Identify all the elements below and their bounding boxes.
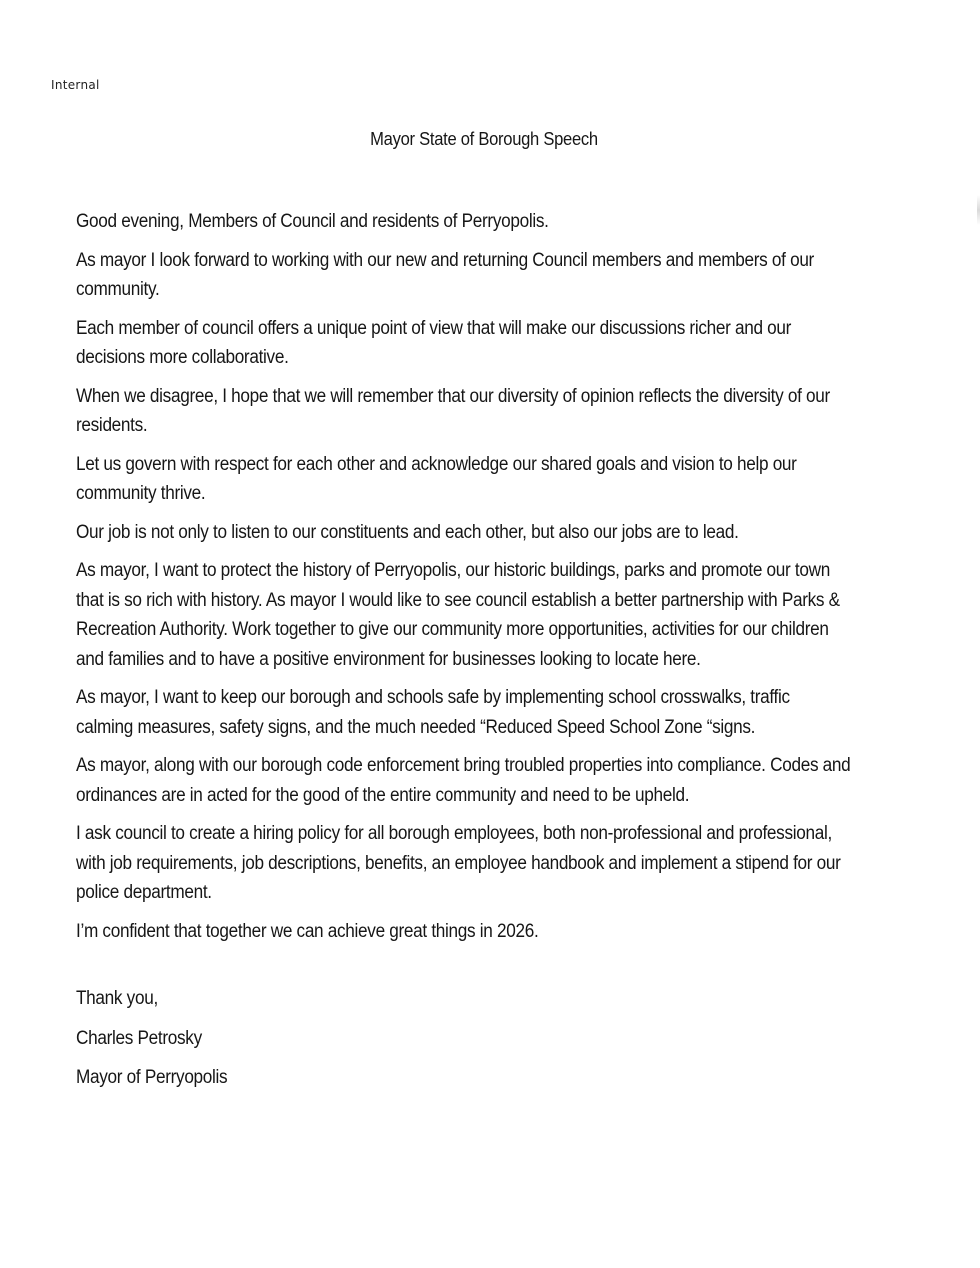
paragraph-line: Recreation Authority. Work together to give our community more opportunities, activities for our children <box>76 619 829 640</box>
paragraph-line: As mayor, along with our borough code enforcement bring troubled properties into compliance. Codes and <box>76 755 851 776</box>
paragraph-line: Let us govern with respect for each other and acknowledge our shared goals and vision to help our <box>76 453 797 475</box>
paragraph-line: residents. <box>76 415 148 436</box>
speech-paragraph <box>76 751 872 810</box>
paragraph-line: I’m confident that together we can achieve great things in 2026. <box>76 920 539 942</box>
signatory-name: Charles Petrosky <box>76 1027 202 1049</box>
speech-paragraph <box>76 450 872 509</box>
paragraph-line: I ask council to create a hiring policy for all borough employees, both non-professional and professional, <box>76 823 832 844</box>
speech-paragraph <box>76 683 872 742</box>
speech-paragraph <box>76 819 872 908</box>
paragraph-line: Good evening, Members of Council and residents of Perryopolis. <box>76 211 549 232</box>
speech-paragraph <box>76 382 872 441</box>
speech-paragraph <box>76 314 872 373</box>
speech-paragraph <box>76 917 872 947</box>
paragraph-line: and families and to have a positive environment for businesses looking to locate here. <box>76 648 701 670</box>
speech-paragraph <box>76 518 872 548</box>
paragraph-line: that is so rich with history. As mayor I would like to see council establish a better partnership with Parks & <box>76 589 840 611</box>
paragraph-line: calming measures, safety signs, and the much needed “Reduced Speed School Zone “signs. <box>76 716 756 738</box>
paragraph-line: decisions more collaborative. <box>76 347 289 368</box>
closing-salutation: Thank you, <box>76 988 158 1009</box>
paragraph-line: As mayor, I want to keep our borough and schools safe by implementing school crosswalks, traffic <box>76 687 790 708</box>
paragraph-line: community. <box>76 279 160 300</box>
paragraph-line: community thrive. <box>76 483 206 504</box>
paragraph-line: with job requirements, job descriptions, benefits, an employee handbook and implement a stipend for our <box>76 852 841 874</box>
paragraph-line: As mayor I look forward to working with our new and returning Council members and members of our <box>76 249 814 271</box>
document-title: Mayor State of Borough Speech <box>370 129 598 149</box>
speech-paragraph <box>76 207 872 237</box>
paragraph-line: Each member of council offers a unique point of view that will make our discussions richer and our <box>76 317 792 339</box>
speech-paragraph <box>76 556 872 674</box>
closing-block <box>76 984 243 1103</box>
paragraph-line: As mayor, I want to protect the history of Perryopolis, our historic buildings, parks and promote our town <box>76 560 830 581</box>
speech-paragraph <box>76 246 872 305</box>
paragraph-line: ordinances are in acted for the good of the entire community and need to be upheld. <box>76 784 690 806</box>
signatory-role: Mayor of Perryopolis <box>76 1067 228 1088</box>
paragraph-line: When we disagree, I hope that we will remember that our diversity of opinion reflects the diversity of our <box>76 385 830 407</box>
paragraph-line: police department. <box>76 882 212 903</box>
speech-body <box>76 207 956 955</box>
paragraph-line: Our job is not only to listen to our constituents and each other, but also our jobs are to lead. <box>76 521 739 543</box>
classification-label: Internal <box>51 78 100 92</box>
